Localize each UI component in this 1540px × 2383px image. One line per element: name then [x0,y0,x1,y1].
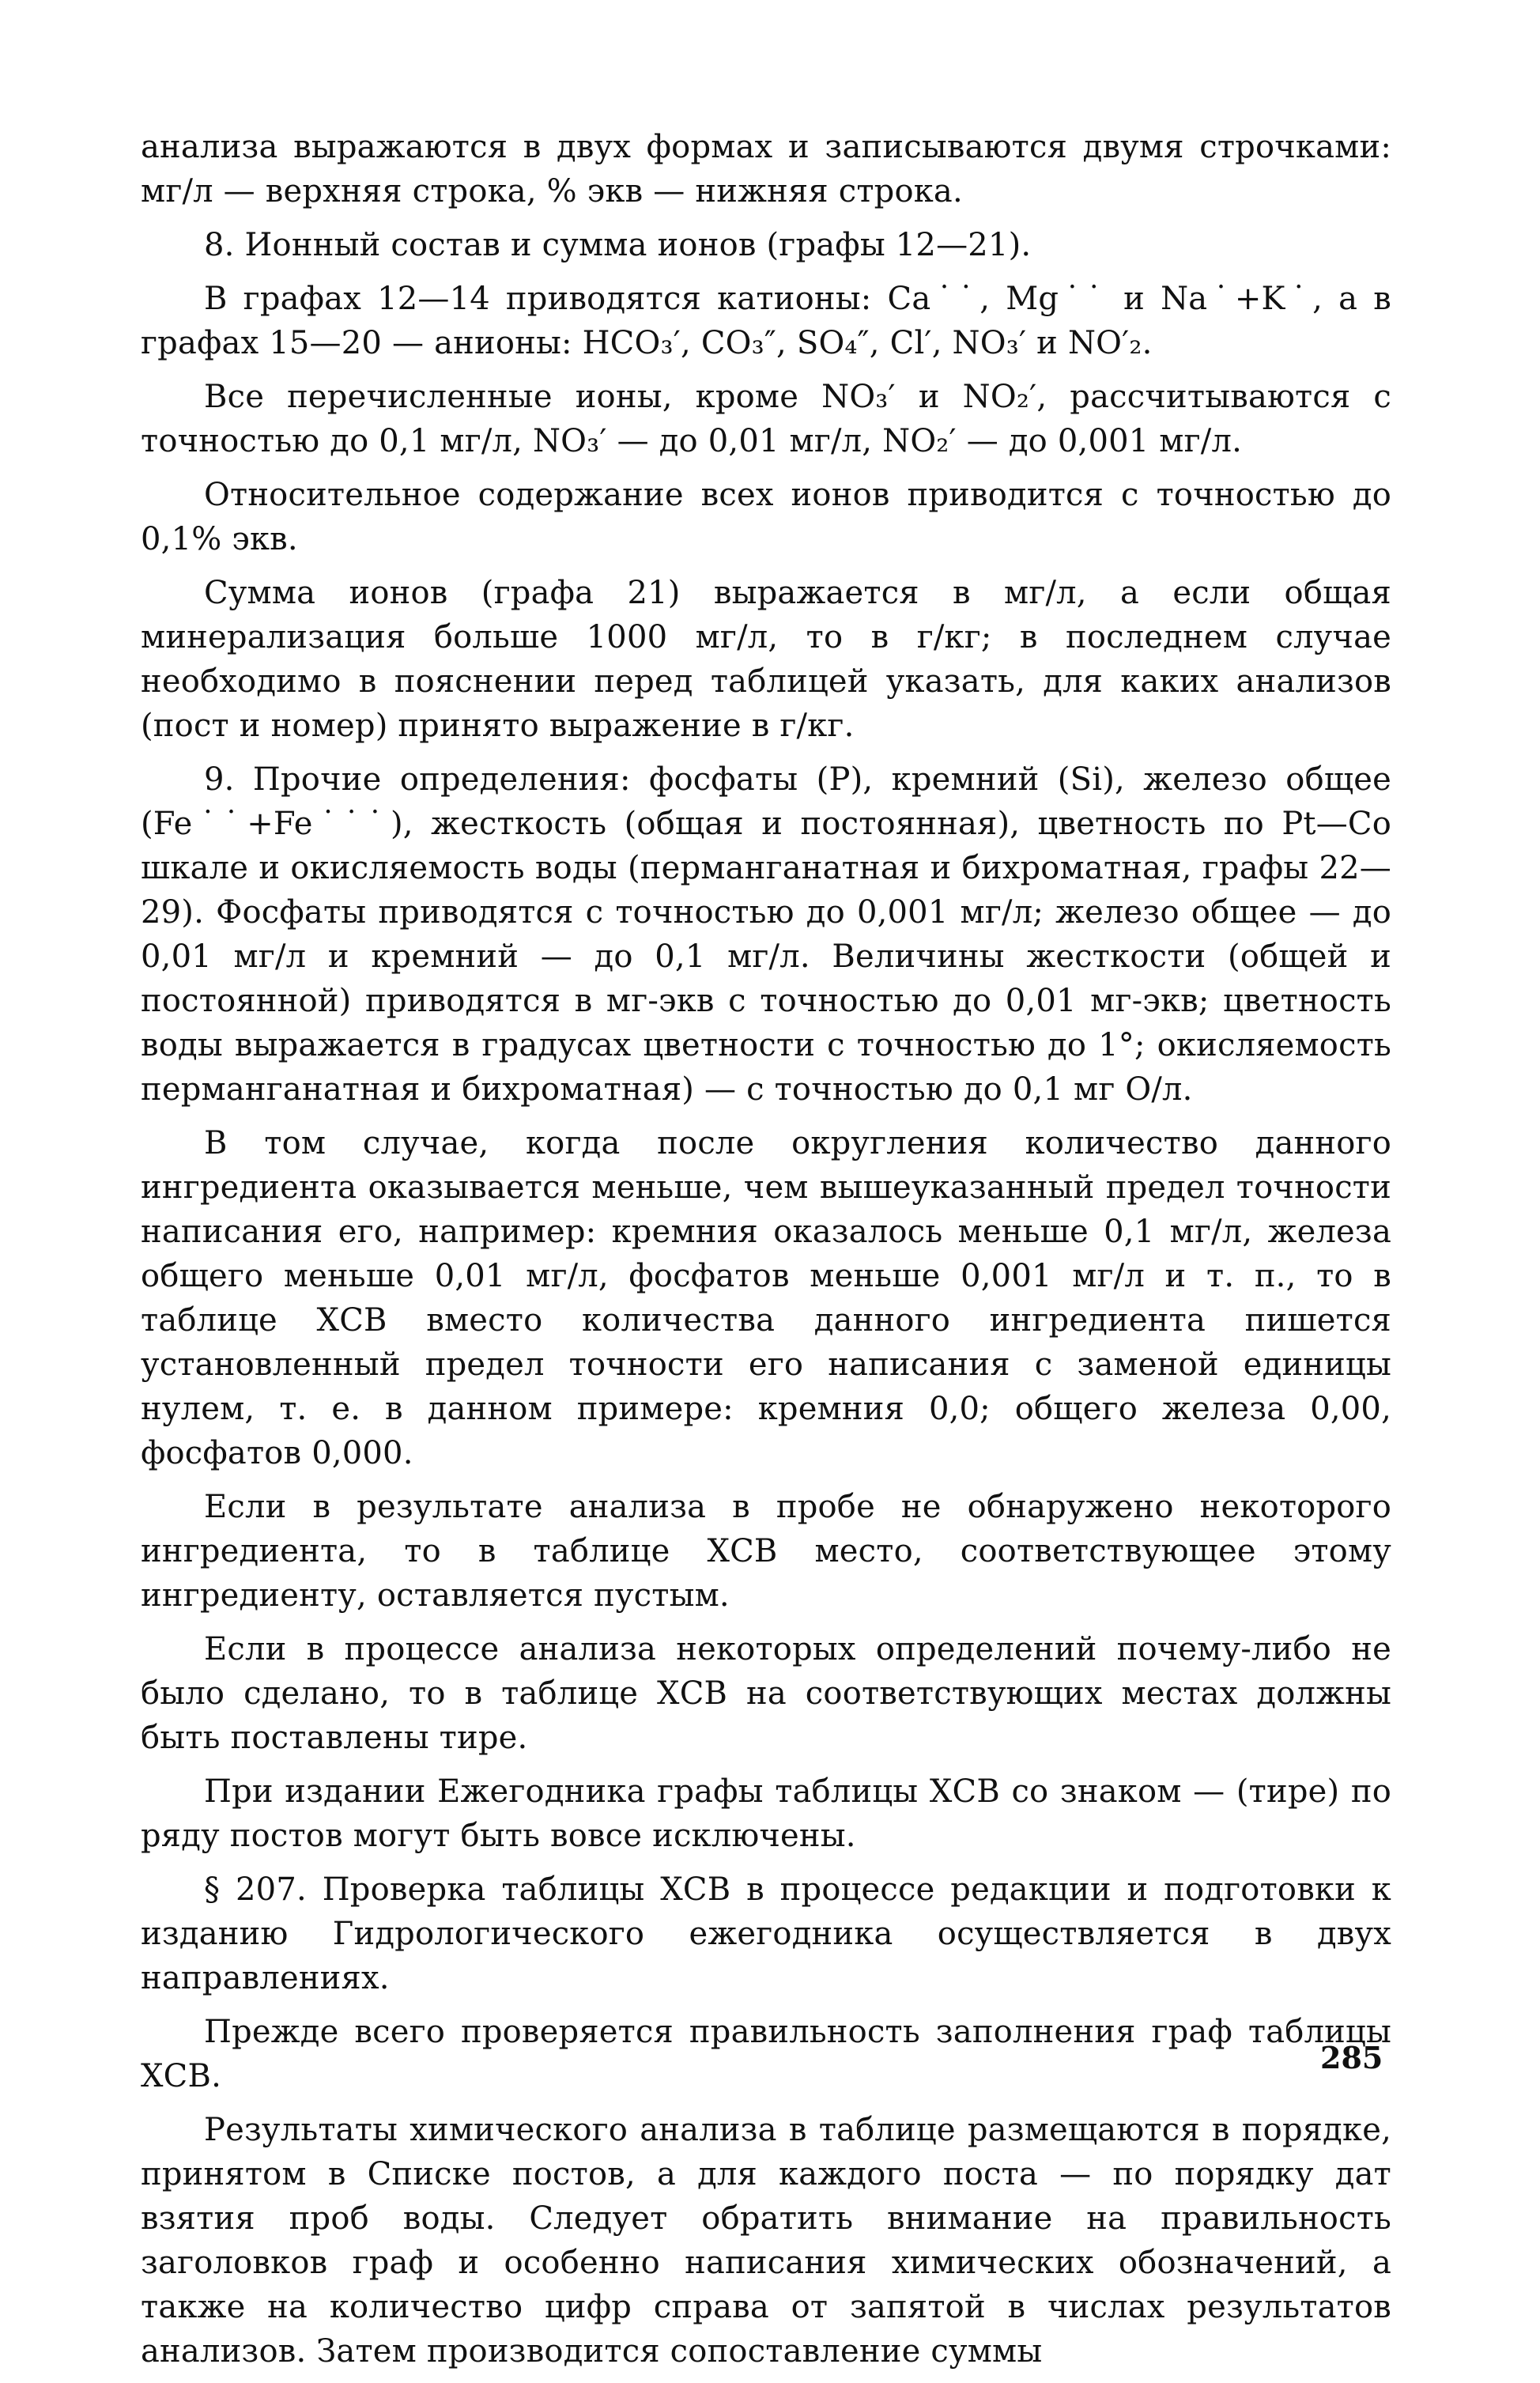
paragraph: Прежде всего проверяется правильность заполнения граф таблицы ХСВ. [141,2014,1391,2094]
paragraph: Если в результате анализа в пробе не обнаружено некоторого ингредиента, то в таблице ХСВ место, соответствующее этому ингредиенту, оставляется пустым. [141,1489,1391,1614]
paragraph: анализа выражаются в двух формах и записываются двумя строчками: мг/л — верхняя строка, % экв — нижняя строка. [141,129,1391,210]
section-heading-paragraph: § 207. Проверка таблицы ХСВ в процессе редакции и подготовки к изданию Гидрологического ежегодника осуществляется в двух направлениях. [141,1871,1391,1996]
paragraph: Сумма ионов (графа 21) выражается в мг/л, а если общая минерализация больше 1000 мг/л, то в г/кг; в последнем случае необходимо в пояснении перед таблицей указать, для каких анализов (пост и номер) принято выражение в г/кг. [141,575,1391,744]
page-text [141,125,1391,2383]
paragraph: 9. Прочие определения: фосфаты (P), кремний (Si), железо общее (Fe˙˙+Fe˙˙˙), жесткость (общая и постоянная), цветность по Pt—Co шкале и окисляемость воды (перманганатная и бихроматная, графы 22—29). Фосфаты приводятся с точностью до 0,001 мг/л; железо общее — до 0,01 мг/л и кремний — до 0,1 мг/л. Величины жесткости (общей и постоянной) приводятся в мг-экв с точностью до 0,01 мг-экв; цветность воды выражается в градусах цветности с точностью до 1°; окисляемость перманганатная и бихроматная) — с точностью до 0,1 мг O/л. [141,761,1391,1108]
paragraph: При издании Ежегодника графы таблицы ХСВ со знаком — (тире) по ряду постов могут быть вовсе исключены. [141,1773,1391,1854]
paragraph: В том случае, когда после округления количество данного ингредиента оказывается меньше, чем вышеуказанный предел точности написания его, например: кремния оказалось меньше 0,1 мг/л, железа общего меньше 0,01 мг/л, фосфатов меньше 0,001 мг/л и т. п., то в таблице ХСВ вместо количества данного ингредиента пишется установленный предел точности его написания с заменой единицы нулем, т. е. в данном примере: кремния 0,0; общего железа 0,00, фосфатов 0,000. [141,1125,1391,1471]
paragraph: Относительное содержание всех ионов приводится с точностью до 0,1% экв. [141,477,1391,557]
paragraph: Все перечисленные ионы, кроме NO₃′ и NO₂′, рассчитываются с точностью до 0,1 мг/л, NO₃′ — до 0,01 мг/л, NO₂′ — до 0,001 мг/л. [141,379,1391,459]
page-number: 285 [1320,2040,1383,2075]
paragraph: Если в процессе анализа некоторых определений почему-либо не было сделано, то в таблице ХСВ на соответствующих местах должны быть поставлены тире. [141,1631,1391,1756]
paragraph: Результаты химического анализа в таблице размещаются в порядке, принятом в Списке постов, а для каждого поста — по порядку дат взятия проб воды. Следует обратить внимание на правильность заголовков граф и особенно написания химических обозначений, а также на количество цифр справа от запятой в числах результатов анализов. Затем производится сопоставление суммы [141,2112,1391,2370]
paragraph: 8. Ионный состав и сумма ионов (графы 12—21). [204,227,1032,263]
paragraph: В графах 12—14 приводятся катионы: Ca˙˙, Mg˙˙ и Na˙+K˙, а в графах 15—20 — анионы: HCO₃′, CO₃″, SO₄″, Cl′, NO₃′ и NO′₂. [141,281,1391,361]
